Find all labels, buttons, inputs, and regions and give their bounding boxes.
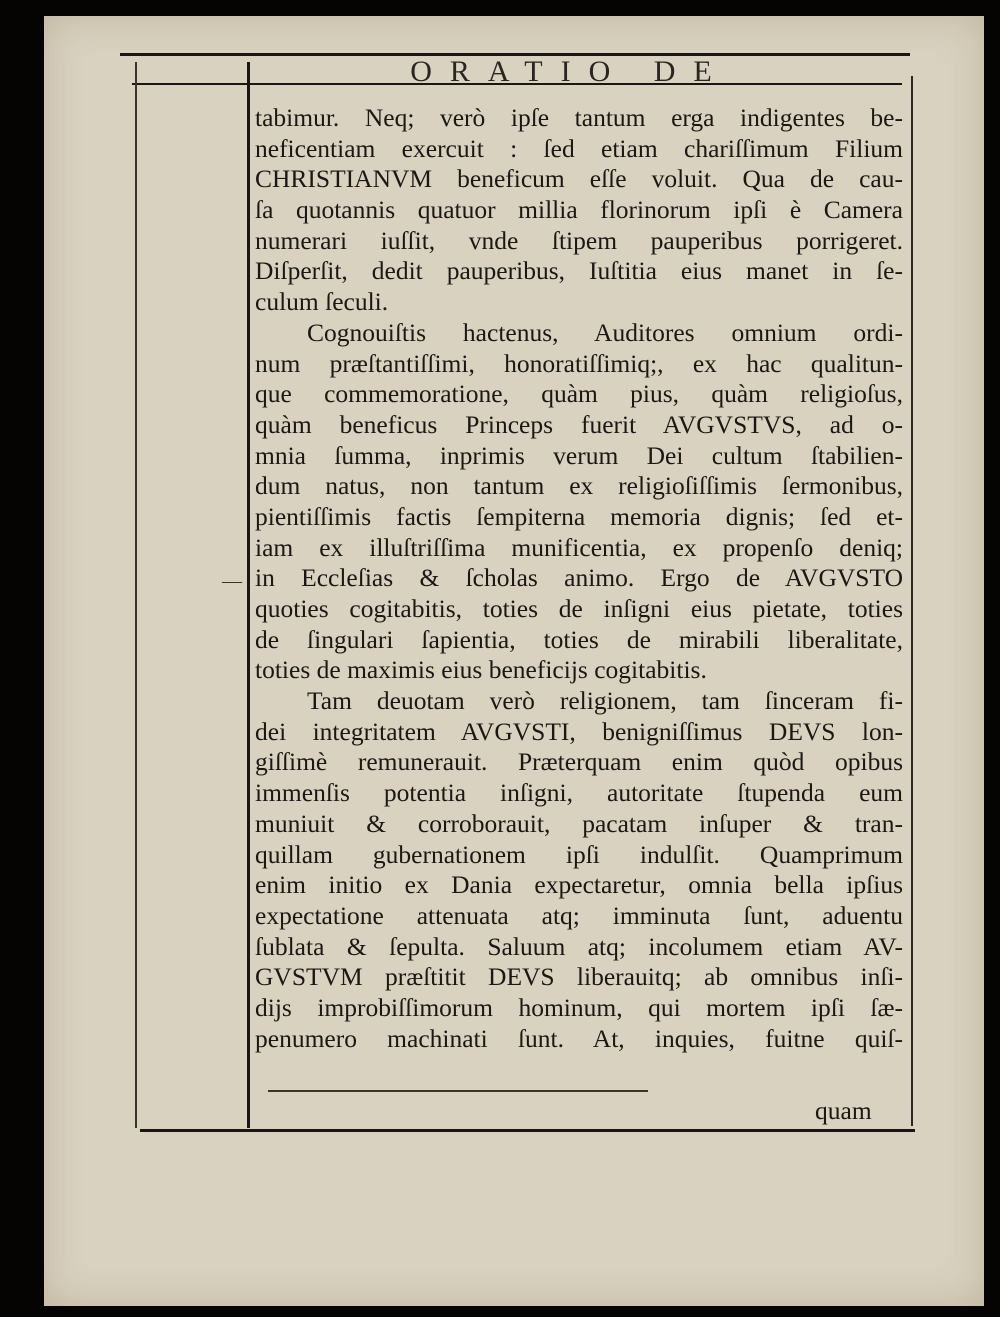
left-margin-rule — [247, 62, 250, 1128]
outer-left-rule — [135, 62, 137, 1128]
text-line: Tam deuotam verò religionem, tam ſinceram fi- — [307, 686, 903, 716]
text-line: penumero machinati ſunt. At, inquies, fuitne quiſ- — [255, 1023, 903, 1053]
text-line: toties de maximis eius beneficijs cogitabitis. — [255, 655, 707, 685]
text-line: GVSTVM præſtitit DEVS liberauitq; ab omnibus inſi- — [255, 962, 903, 992]
text-line: enim initio ex Dania expectaretur, omnia bella ipſius — [255, 870, 903, 900]
text-line: neficentiam exercuit : ſed etiam chariſſimum Filium — [255, 133, 903, 163]
text-line: dum natus, non tantum ex religioſiſſimis ſermonibus, — [255, 471, 903, 501]
body-text — [255, 103, 903, 1054]
bottom-rule — [140, 1129, 915, 1132]
text-line: giſſimè remunerauit. Præterquam enim quòd opibus — [255, 747, 903, 777]
text-line: CHRISTIANVM beneficum eſſe voluit. Qua de cau- — [255, 164, 903, 194]
text-line: culum ſeculi. — [255, 287, 389, 317]
text-line: ſa quotannis quatuor millia florinorum ipſi è Camera — [255, 195, 903, 225]
right-margin-rule — [911, 76, 913, 1126]
text-line: ſublata & ſepulta. Saluum atq; incolumem etiam AV- — [255, 931, 903, 961]
margin-dash-mark: — — [222, 570, 242, 592]
text-line: de ſingulari ſapientia, toties de mirabili liberalitate, — [255, 624, 903, 654]
text-line: que commemoratione, quàm pius, quàm religioſus, — [255, 379, 903, 409]
text-line: Diſperſit, dedit pauperibus, Iuſtitia eius manet in ſe- — [255, 256, 903, 286]
text-line: iam ex illuſtriſſima munificentia, ex propenſo deniq; — [255, 532, 903, 562]
text-line: num præſtantiſſimi, honoratiſſimiq;, ex hac qualitun- — [255, 348, 903, 378]
text-line: dei integritatem AVGVSTI, benigniſſimus DEVS lon- — [255, 716, 903, 746]
text-line: quoties cogitabitis, toties de inſigni eius pietate, toties — [255, 594, 903, 623]
text-line: expectatione attenuata atq; imminuta ſunt, aduentu — [255, 900, 903, 930]
text-line: quillam gubernationem ipſi indulſit. Quamprimum — [255, 839, 903, 869]
text-line: muniuit & corroborauit, pacatam inſuper & tran- — [255, 808, 903, 838]
text-line: numerari iuſſit, vnde ſtipem pauperibus porrigeret. — [255, 225, 903, 255]
text-line: tabimur. Neq; verò ipſe tantum erga indigentes be- — [255, 103, 903, 132]
text-line: quàm beneficus Princeps fuerit AVGVSTVS, ad o- — [255, 409, 903, 439]
text-line: immenſis potentia inſigni, autoritate ſtupenda eum — [255, 778, 903, 808]
text-line: mnia ſumma, inprimis verum Dei cultum ſtabilien- — [255, 440, 903, 470]
text-line: Cognouiſtis hactenus, Auditores omnium ordi- — [307, 317, 903, 347]
text-line: pientiſſimis factis ſempiterna memoria dignis; ſed et- — [255, 501, 903, 531]
catchword: quam — [815, 1096, 872, 1125]
text-line: in Eccleſias & ſcholas animo. Ergo de AVGVSTO — [255, 563, 903, 593]
footer-rule — [268, 1090, 648, 1092]
running-head: ORATIO DE — [410, 55, 730, 88]
text-line: dijs improbiſſimorum hominum, qui mortem ipſi ſæ- — [255, 992, 903, 1022]
